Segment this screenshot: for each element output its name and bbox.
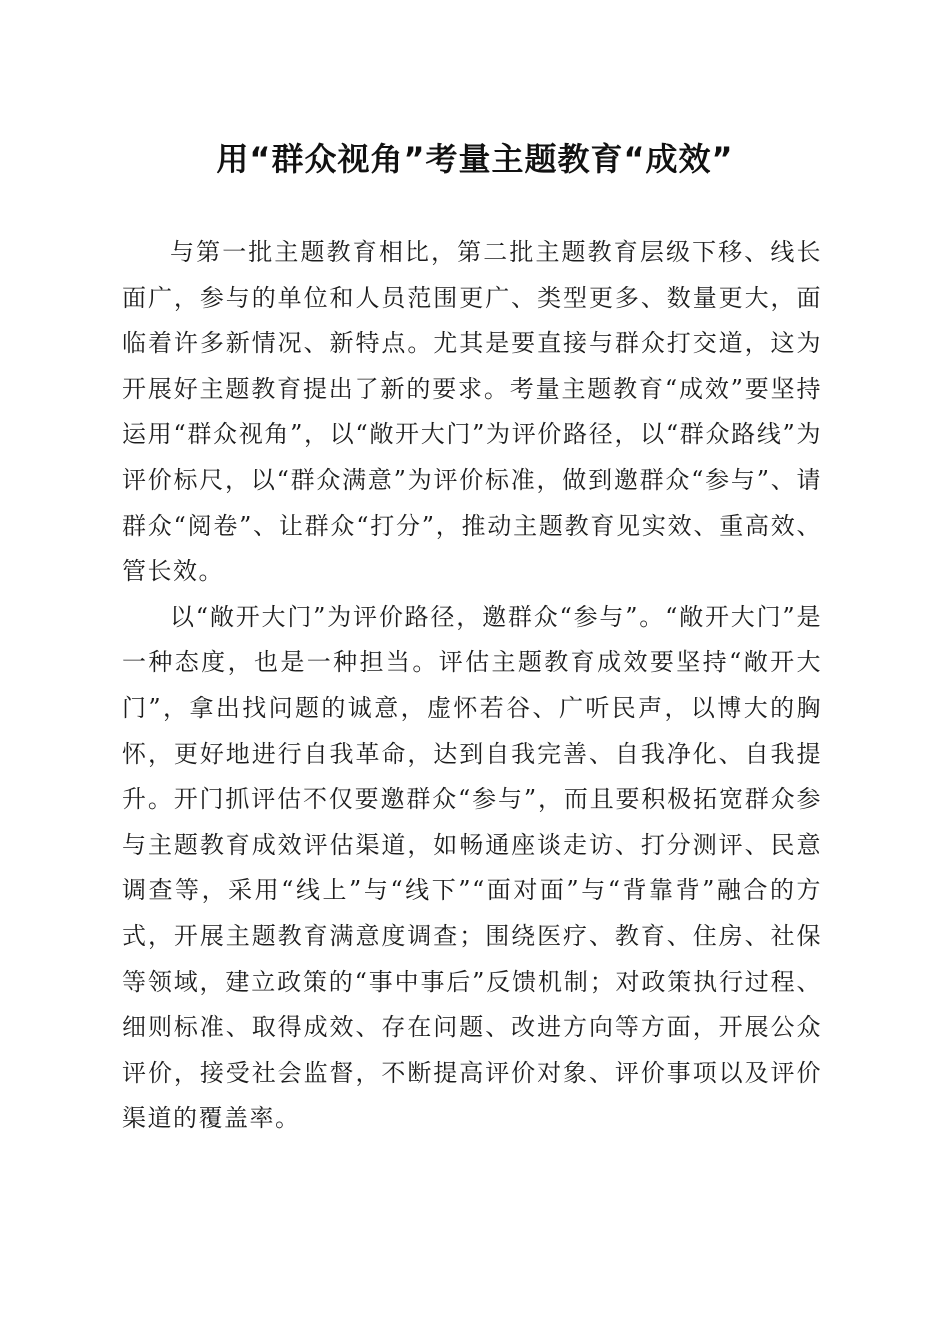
document-title: 用“群众视角”考量主题教育“成效” bbox=[216, 140, 734, 178]
paragraph-2: 以“敞开大门”为评价路径，邀群众“参与”。“敞开大门”是一种态度，也是一种担当。评估主题教育成效要坚持“敞开大门”，拿出找问题的诚意，虚怀若谷、广听民声，以博大的胸怀，更好地进行自我革命，达到自我完善、自我净化、自我提升。开门抓评估不仅要邀群众“参与”，而且要积极拓宽群众参与主题教育成效评估渠道，如畅通座谈走访、打分测评、民意调查等，采用“线上”与“线下”“面对面”与“背靠背”融合的方式，开展主题教育满意度调查；围绕医疗、教育、住房、社保等领域，建立政策的“事中事后”反馈机制；对政策执行过程、细则标准、取得成效、存在问题、改进方向等方面，开展公众评价，接受社会监督，不断提高评价对象、评价事项以及评价渠道的覆盖率。 bbox=[122, 602, 822, 1133]
paragraph-1: 与第一批主题教育相比，第二批主题教育层级下移、线长面广，参与的单位和人员范围更广、类型更多、数量更大，面临着许多新情况、新特点。尤其是要直接与群众打交道，这为开展好主题教育提出了新的要求。考量主题教育“成效”要坚持运用“群众视角”，以“敞开大门”为评价路径，以“群众路线”为评价标尺，以“群众满意”为评价标准，做到邀群众“参与”、请群众“阅卷”、让群众“打分”，推动主题教育见实效、重高效、管长效。 bbox=[122, 238, 822, 586]
document-body bbox=[122, 230, 822, 1142]
